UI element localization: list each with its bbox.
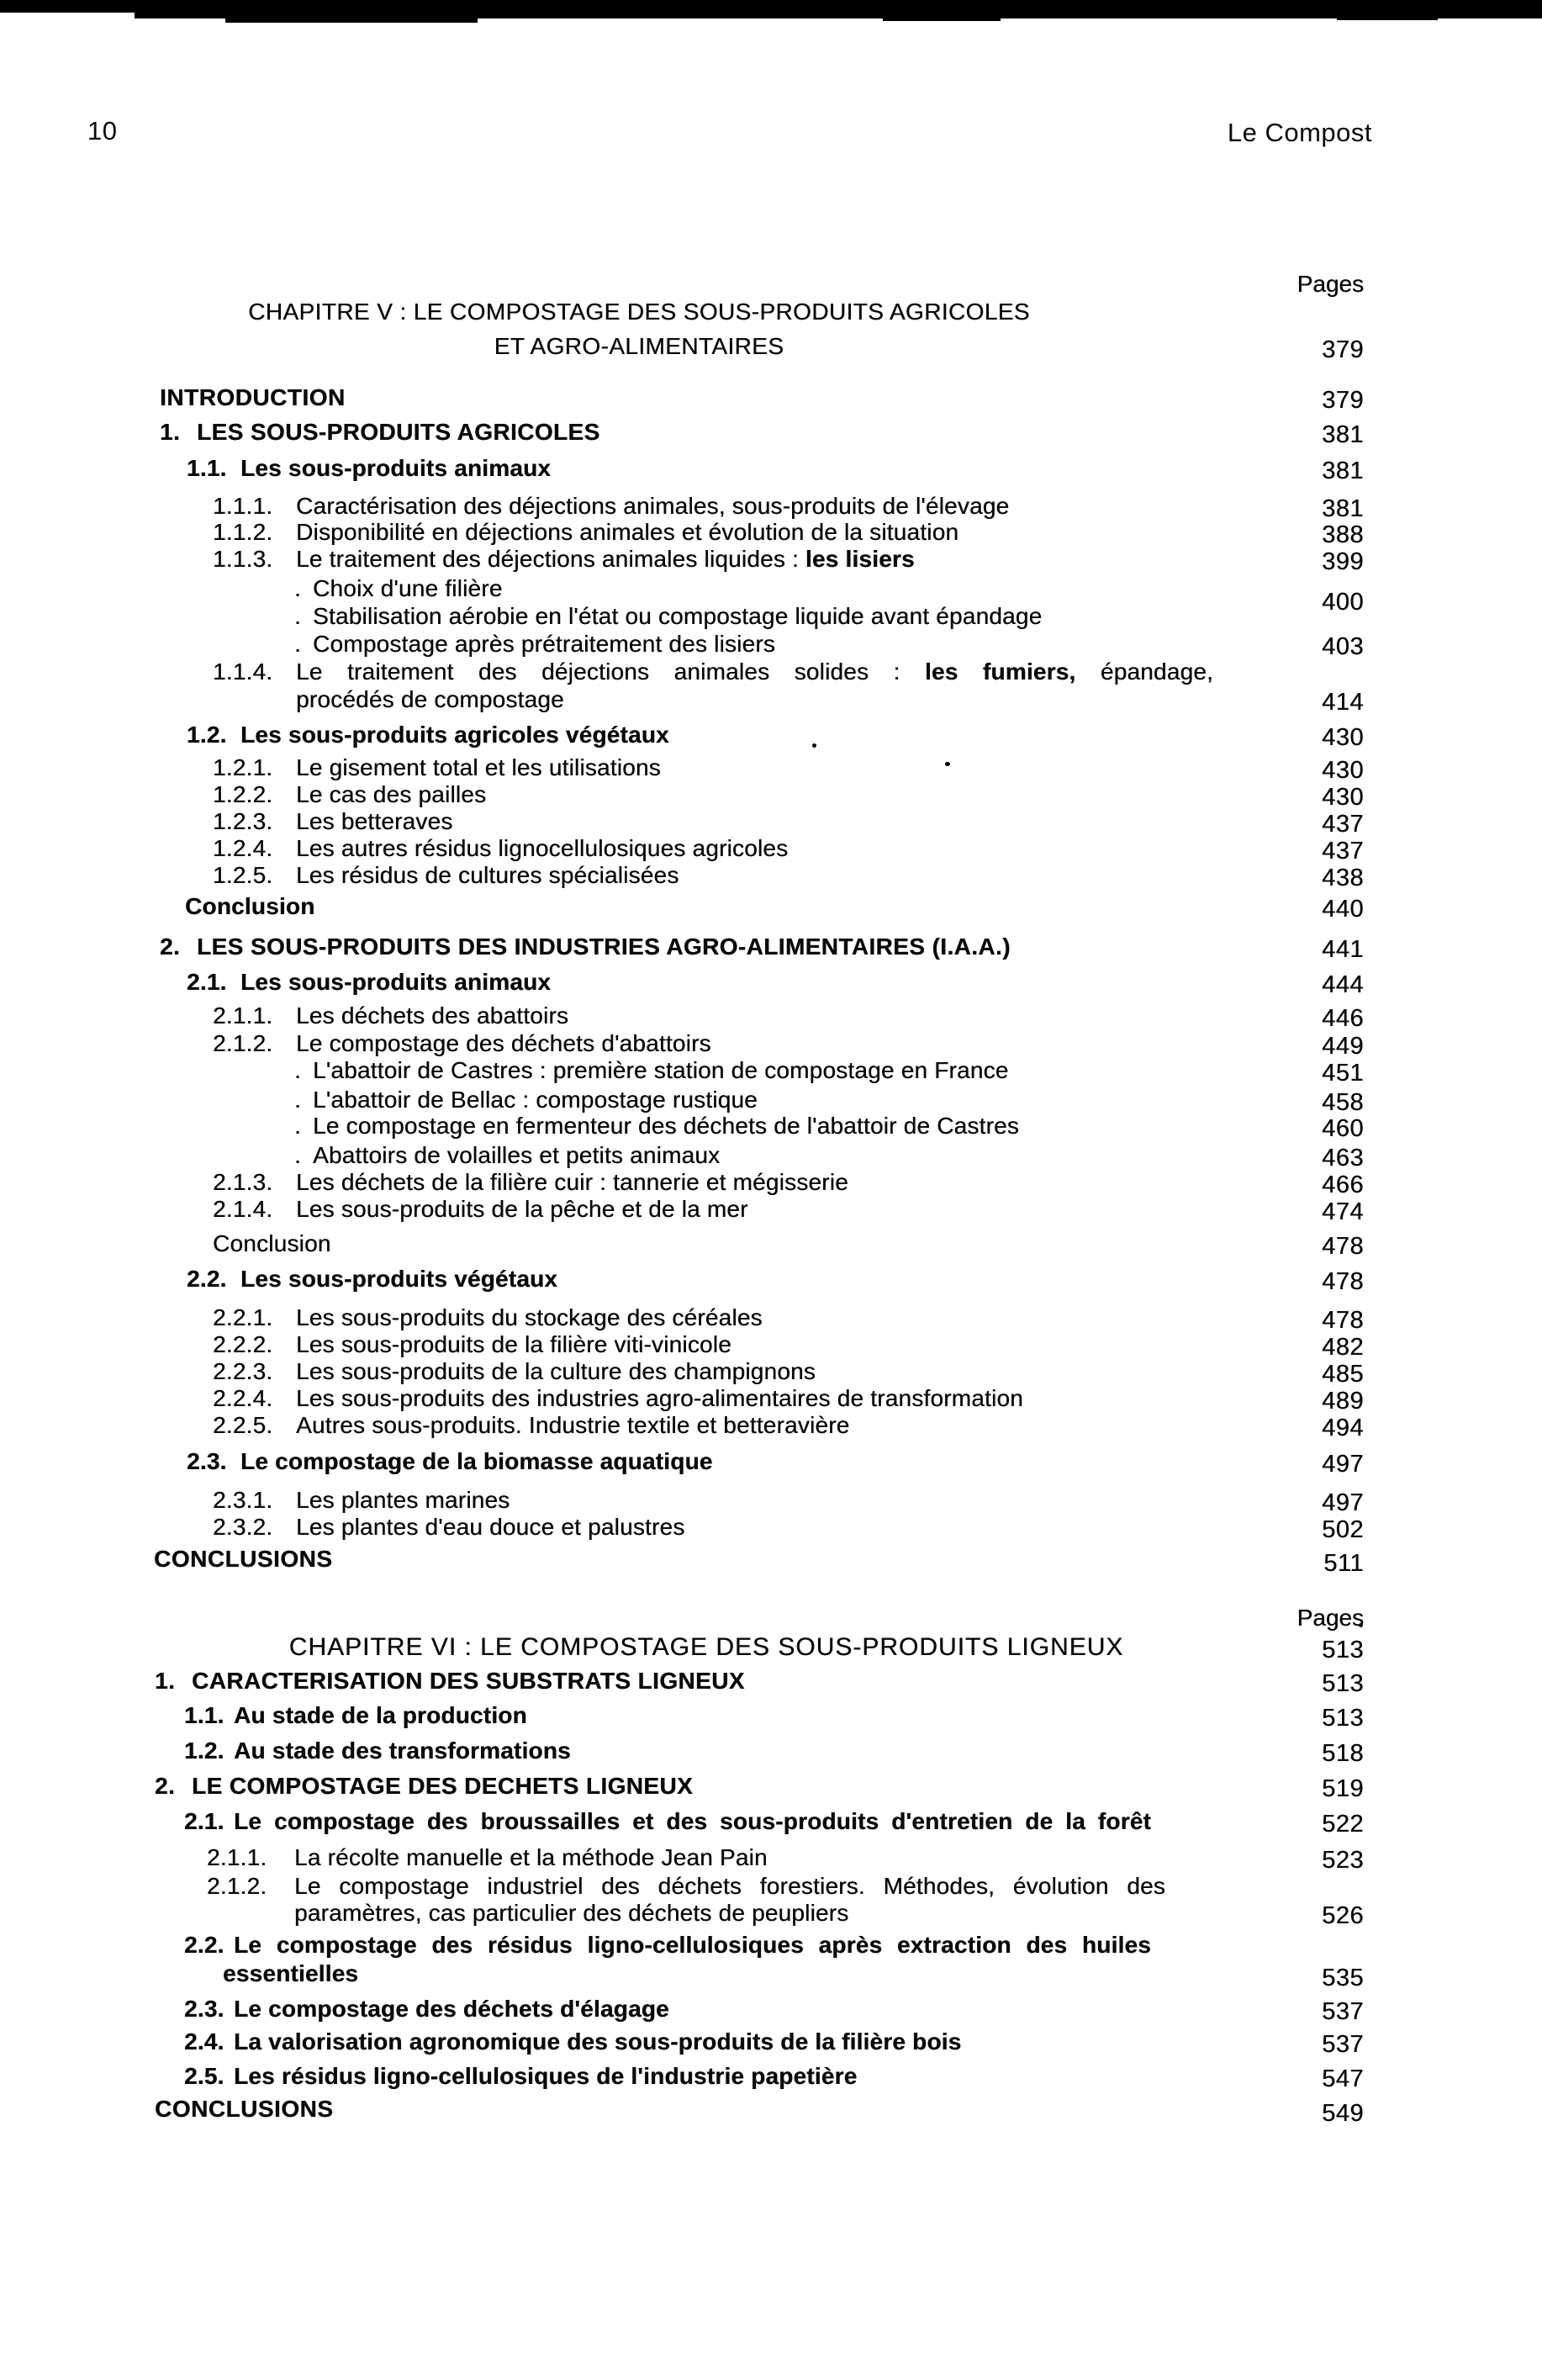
toc-entry-introduction: INTRODUCTION [160, 384, 346, 410]
chapter-5-heading-line-2: ET AGRO-ALIMENTAIRES [494, 333, 784, 359]
running-title: Le Compost [1227, 118, 1372, 147]
toc-entry-2-1 [187, 969, 551, 995]
page-number: 446 [1322, 1005, 1364, 1032]
page-number: 438 [1322, 865, 1364, 891]
entry-label: CARACTERISATION DES SUBSTRATS LIGNEUX [192, 1668, 745, 1694]
entry-number: 1.1.4. [213, 658, 273, 685]
entry-number: 1.2.2. [213, 781, 273, 807]
page-number: 513 [1322, 1705, 1364, 1732]
entry-label: Au stade des transformations [234, 1737, 571, 1764]
entry-label: Le traitement des déjections animales liquides : [296, 546, 805, 572]
page-number: 478 [1322, 1268, 1364, 1295]
bullet-dot: . [294, 1057, 301, 1083]
page-number: 537 [1322, 1998, 1364, 2025]
page-number: 451 [1322, 1060, 1364, 1087]
bullet-dot: . [294, 603, 301, 629]
entry-label: Le compostage des broussailles et des sous-produits d'entretien de la forêt [234, 1808, 1151, 1834]
page-number: 463 [1322, 1145, 1364, 1171]
toc-entry-1-2-2 [213, 781, 486, 807]
entry-label: Abattoirs de volailles et petits animaux [313, 1142, 721, 1168]
page-number: 466 [1322, 1171, 1364, 1198]
entry-number: 2.1.1. [207, 1844, 267, 1870]
toc-entry-2-1-3 [213, 1169, 848, 1195]
entry-number: 2. [155, 1773, 176, 1799]
page-number: 379 [1322, 336, 1364, 363]
chapter-6-heading: CHAPITRE VI : LE COMPOSTAGE DES SOUS-PRODUITS LIGNEUX [288, 1633, 1124, 1661]
toc-entry-ch6-1-1 [184, 1702, 527, 1728]
entry-number: 2.3.1. [213, 1487, 273, 1513]
page-number: 478 [1322, 1233, 1364, 1260]
entry-number: 1.1.1. [213, 493, 273, 519]
entry-label: Les sous-produits des industries agro-alimentaires de transformation [296, 1385, 1023, 1411]
entry-label: Le compostage des résidus ligno-cellulosiques après extraction des huiles [234, 1932, 1151, 1958]
page-number: 513 [1322, 1670, 1364, 1697]
toc-entry-ch6-2-2-wrap: essentielles [223, 1960, 359, 1986]
entry-label: Le compostage en fermenteur des déchets de l'abattoir de Castres [313, 1113, 1019, 1139]
page-number: 440 [1322, 896, 1364, 923]
entry-number: 1. [155, 1668, 176, 1694]
page-number: 497 [1322, 1489, 1364, 1516]
page-number: 444 [1322, 971, 1364, 998]
page-number: 430 [1322, 757, 1364, 784]
entry-number: 2.2.3. [213, 1358, 273, 1384]
entry-label: Le compostage industriel des déchets forestiers. Méthodes, évolution des [294, 1873, 1165, 1899]
entry-number: 2.2. [184, 1932, 224, 1958]
entry-number: 2.1.2. [207, 1873, 267, 1899]
entry-label: Les plantes marines [296, 1487, 510, 1513]
page-number: 379 [1322, 387, 1364, 414]
entry-label: Les déchets de la filière cuir : tannerie et mégisserie [296, 1169, 848, 1195]
toc-entry-2-1-2 [213, 1030, 711, 1056]
entry-number: 2.2.4. [213, 1385, 273, 1411]
entry-label: Le traitement des déjections animales solides : [296, 658, 925, 685]
entry-number: 1.1. [184, 1702, 224, 1728]
toc-sub-bullet-volailles [294, 1142, 720, 1168]
toc-entry-2-1-1 [213, 1002, 568, 1029]
entry-label: Les plantes d'eau douce et palustres [296, 1514, 685, 1540]
toc-entry-2-2-5 [213, 1412, 849, 1438]
entry-number: 1.2.3. [213, 808, 273, 834]
entry-number: 1.1.2. [213, 519, 273, 545]
page-number: 437 [1322, 838, 1364, 865]
toc-entry-2-2-1 [213, 1304, 763, 1330]
toc-entry-1-1-4 [213, 658, 1213, 685]
page-number: 494 [1322, 1415, 1364, 1441]
scan-edge-bar-segment [1337, 0, 1438, 20]
page-number: 449 [1322, 1033, 1364, 1060]
entry-number: 2.1. [187, 969, 227, 995]
entry-label: LES SOUS-PRODUITS AGRICOLES [197, 419, 600, 445]
toc-entry-2-1-4 [213, 1196, 748, 1222]
entry-number: 2.3.2. [213, 1514, 273, 1540]
entry-label: Le gisement total et les utilisations [296, 754, 661, 780]
entry-label: Les sous-produits du stockage des céréales [296, 1304, 763, 1330]
toc-entry-2-2-2 [213, 1331, 731, 1357]
pages-column-label: Pages [1296, 271, 1364, 297]
page-number: 511 [1323, 1550, 1364, 1577]
page-number: 482 [1322, 1334, 1364, 1361]
toc-entry-ch6-2-5 [184, 2063, 857, 2089]
entry-label: Le compostage des déchets d'élagage [234, 1996, 669, 2022]
toc-entry-conclusions-ch6: CONCLUSIONS [155, 2096, 334, 2122]
scan-artifact-dot [945, 762, 950, 766]
toc-entry-ch6-2-1-1 [207, 1844, 768, 1870]
entry-number: 2.5. [184, 2063, 224, 2089]
entry-label: Les betteraves [296, 808, 453, 834]
page-number: 458 [1322, 1089, 1364, 1116]
entry-number: 1.2.1. [213, 754, 273, 780]
entry-number: 1. [160, 419, 181, 445]
entry-number: 1.1. [187, 455, 227, 481]
scan-artifact-dot [812, 743, 816, 748]
toc-entry-1-1-4-wrap: procédés de compostage [296, 686, 564, 712]
entry-number: 1.1.3. [213, 546, 273, 572]
entry-label: Stabilisation aérobie en l'état ou compostage liquide avant épandage [313, 603, 1043, 629]
page-number: 414 [1322, 689, 1364, 716]
entry-number: 2.2.1. [213, 1304, 273, 1330]
toc-entry-2-3-2 [213, 1514, 684, 1540]
toc-entry-2-2-3 [213, 1358, 816, 1384]
page-number: 522 [1322, 1811, 1364, 1838]
toc-entry-2-3 [187, 1448, 713, 1474]
toc-entry-1-2-1 [213, 754, 661, 780]
toc-entry-1-2 [187, 722, 669, 748]
entry-label: Au stade de la production [234, 1702, 527, 1728]
entry-number: 2.1.1. [213, 1002, 273, 1029]
page-number: 518 [1322, 1740, 1364, 1767]
toc-entry-2 [160, 933, 1011, 960]
entry-label: Autres sous-produits. Industrie textile et betteravière [296, 1412, 850, 1438]
entry-number: 2.1.3. [213, 1169, 273, 1195]
entry-label: Le cas des pailles [296, 781, 487, 807]
toc-sub-bullet-castres [294, 1057, 1008, 1083]
entry-number: 2.1.2. [213, 1030, 273, 1056]
entry-number: 2. [160, 933, 181, 960]
toc-entry-2-2-4 [213, 1385, 1023, 1411]
bullet-dot: . [294, 1113, 301, 1139]
toc-entry-ch6-1-2 [184, 1737, 571, 1764]
page-number: 430 [1322, 784, 1364, 811]
toc-entry-conclusion-1: Conclusion [185, 893, 315, 919]
page-number: 485 [1322, 1361, 1364, 1388]
toc-entry-ch6-2-1-2-wrap: paramètres, cas particulier des déchets de peupliers [294, 1900, 849, 1926]
entry-number: 2.4. [184, 2028, 224, 2055]
entry-label-bold: les lisiers [805, 546, 915, 572]
entry-number: 2.2. [187, 1266, 227, 1292]
toc-entry-ch6-2-2 [184, 1932, 1151, 1958]
entry-label: Les sous-produits végétaux [240, 1266, 558, 1292]
toc-entry-1-1-2 [213, 519, 958, 545]
toc-sub-bullet-choix [294, 575, 503, 601]
page-number: 381 [1322, 495, 1364, 522]
entry-label: Les sous-produits animaux [240, 969, 552, 995]
entry-number: 1.2.4. [213, 835, 273, 861]
page-number: 474 [1322, 1198, 1364, 1225]
page-number: 502 [1322, 1516, 1364, 1543]
bullet-dot: . [294, 1142, 301, 1168]
entry-label: LE COMPOSTAGE DES DECHETS LIGNEUX [192, 1773, 694, 1799]
page-number: 535 [1322, 1965, 1364, 1991]
entry-label: Les autres résidus lignocellulosiques agricoles [296, 835, 789, 861]
entry-label: Les résidus de cultures spécialisées [296, 862, 679, 888]
toc-entry-ch6-2-4 [184, 2028, 961, 2055]
entry-label: Les sous-produits animaux [240, 455, 552, 481]
page-number: 381 [1322, 457, 1364, 484]
entry-number: 2.2.5. [213, 1412, 273, 1438]
page-number: 388 [1322, 521, 1364, 548]
page-number: 526 [1322, 1902, 1364, 1929]
entry-label: L'abattoir de Bellac : compostage rustique [313, 1087, 758, 1113]
toc-entry-ch6-2-3 [184, 1996, 669, 2022]
page-number: 547 [1322, 2065, 1364, 2092]
entry-number: 1.2. [184, 1737, 224, 1764]
entry-label: L'abattoir de Castres : première station de compostage en France [313, 1057, 1009, 1083]
page-number: 399 [1322, 548, 1364, 575]
entry-label: Les déchets des abattoirs [296, 1002, 569, 1029]
page-number: 549 [1322, 2100, 1364, 2127]
toc-sub-bullet-stabilisation [294, 603, 1042, 629]
toc-entry-1-1-3 [213, 546, 915, 572]
page-number: 537 [1322, 2031, 1364, 2058]
toc-entry-conclusions-ch5: CONCLUSIONS [154, 1546, 333, 1572]
page-number: 381 [1322, 421, 1364, 448]
page-number: 497 [1322, 1451, 1364, 1478]
entry-label: Disponibilité en déjections animales et évolution de la situation [296, 519, 959, 545]
toc-entry-ch6-2-1-2 [207, 1873, 1165, 1899]
entry-number: 1.2.5. [213, 862, 273, 888]
toc-entry-ch6-1 [155, 1668, 745, 1694]
entry-label: La récolte manuelle et la méthode Jean Pain [294, 1844, 768, 1870]
entry-number: 2.2.2. [213, 1331, 273, 1357]
page-number: 519 [1322, 1775, 1364, 1802]
toc-entry-1 [160, 419, 600, 445]
scan-edge-bar-segment [883, 0, 1001, 21]
toc-entry-conclusion-2: Conclusion [213, 1230, 331, 1256]
toc-entry-ch6-2 [155, 1773, 693, 1799]
page-number: 430 [1322, 724, 1364, 751]
pages-column-label: Pages [1296, 1605, 1364, 1631]
page-number: 400 [1322, 589, 1364, 616]
page-number: 478 [1322, 1307, 1364, 1334]
entry-label: Caractérisation des déjections animales, sous-produits de l'élevage [296, 493, 1010, 519]
page-number: 523 [1322, 1847, 1364, 1874]
entry-label: Compostage après prétraitement des lisiers [313, 631, 775, 657]
scan-edge-bar-segment [225, 0, 478, 23]
entry-number: 2.3. [184, 1996, 224, 2022]
page-number: 489 [1322, 1388, 1364, 1415]
toc-entry-2-3-1 [213, 1487, 510, 1513]
toc-entry-1-2-5 [213, 862, 679, 888]
page-number: 441 [1322, 936, 1364, 963]
entry-label: La valorisation agronomique des sous-produits de la filière bois [234, 2028, 962, 2055]
toc-entry-1-1 [187, 455, 551, 481]
chapter-5-heading-line-1: CHAPITRE V : LE COMPOSTAGE DES SOUS-PRODUITS AGRICOLES [248, 299, 1030, 325]
entry-label: Les sous-produits de la filière viti-vinicole [296, 1331, 731, 1357]
toc-entry-1-1-1 [213, 493, 1009, 519]
page-number: 437 [1322, 811, 1364, 838]
entry-number: 2.3. [187, 1448, 227, 1474]
bullet-dot: . [294, 1087, 301, 1113]
entry-label: LES SOUS-PRODUITS DES INDUSTRIES AGRO-ALIMENTAIRES (I.A.A.) [197, 933, 1011, 960]
entry-label: Choix d'une filière [313, 575, 503, 601]
bullet-dot: . [294, 575, 301, 601]
entry-label: Les résidus ligno-cellulosiques de l'industrie papetière [234, 2063, 858, 2089]
page-number: 403 [1322, 633, 1364, 660]
bullet-dot: . [294, 631, 301, 657]
page-folio: 10 [87, 116, 118, 145]
toc-entry-2-2 [187, 1266, 557, 1292]
toc-entry-1-2-3 [213, 808, 452, 834]
entry-label: Les sous-produits de la culture des champignons [296, 1358, 816, 1384]
entry-label: Les sous-produits agricoles végétaux [240, 722, 669, 748]
toc-sub-bullet-bellac [294, 1087, 758, 1113]
page-number: 513 [1322, 1637, 1364, 1663]
entry-label: Le compostage de la biomasse aquatique [240, 1448, 713, 1474]
toc-sub-bullet-fermenteur [294, 1113, 1019, 1139]
page-number: 460 [1322, 1115, 1364, 1142]
toc-entry-1-2-4 [213, 835, 788, 861]
entry-number: 2.1. [184, 1808, 224, 1834]
entry-label: Les sous-produits de la pêche et de la mer [296, 1196, 748, 1222]
entry-label: Le compostage des déchets d'abattoirs [296, 1030, 711, 1056]
entry-number: 2.1.4. [213, 1196, 273, 1222]
toc-sub-bullet-compostage [294, 631, 775, 657]
entry-label: épandage, [1075, 658, 1213, 685]
toc-entry-ch6-2-1 [184, 1808, 1151, 1834]
entry-number: 1.2. [187, 722, 227, 748]
entry-label-bold: les fumiers, [924, 658, 1076, 685]
